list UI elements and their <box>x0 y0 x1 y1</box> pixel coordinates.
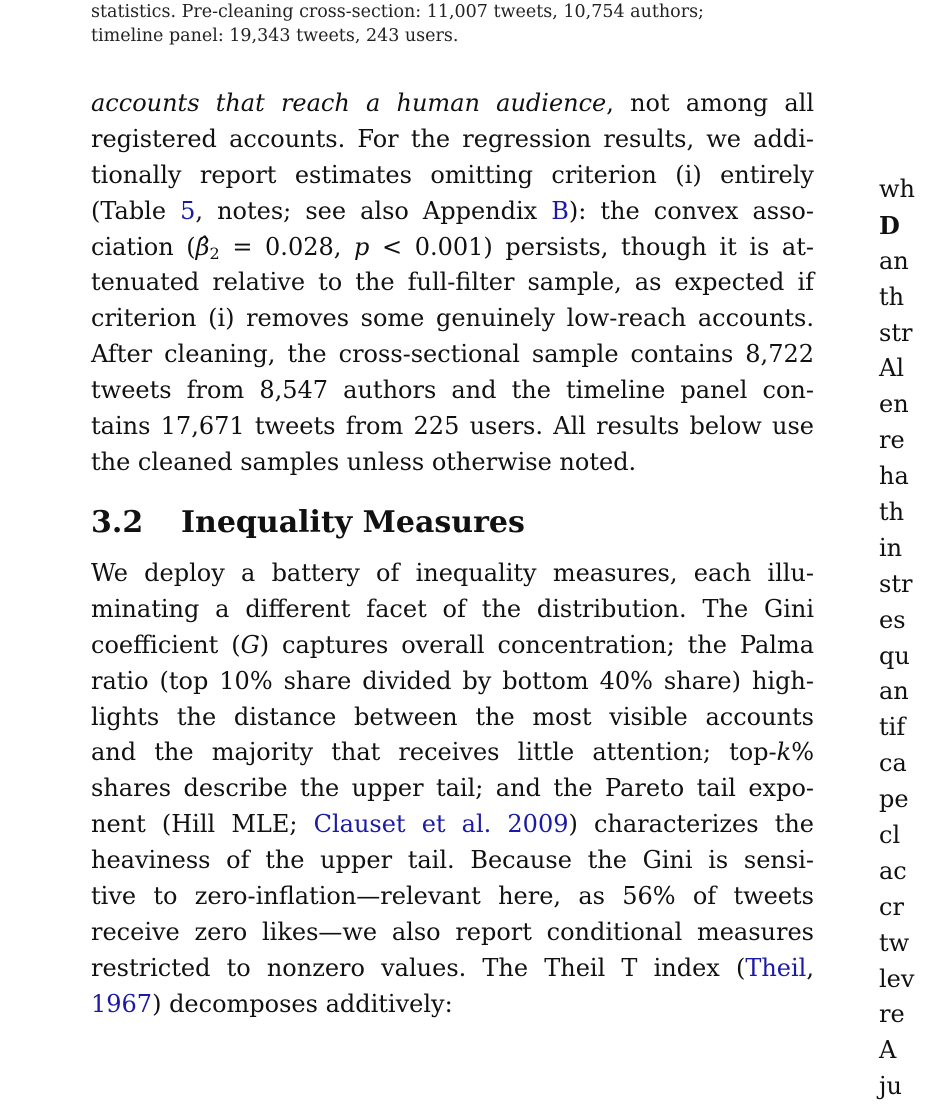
appendix-reference-link[interactable]: B <box>551 196 569 225</box>
k-symbol: k <box>776 738 792 767</box>
text-line: accounts that reach a human audience, not among all <box>91 89 815 117</box>
text-line: minating a different facet of the distribution. The Gini <box>91 594 814 623</box>
section-number: 3.2 <box>91 505 144 540</box>
fragment-line: an <box>879 246 909 275</box>
text-line: tweets from 8,547 authors and the timeline panel con- <box>91 376 814 405</box>
fragment-line: str <box>879 569 913 598</box>
text-line: coefficient (G) captures overall concentration; the Palma <box>91 630 815 659</box>
text-line: We deploy a battery of inequality measures, each illu- <box>91 559 814 587</box>
text-line: tionally report estimates omitting criterion (i) entirely <box>91 160 814 189</box>
gini-symbol: G <box>240 630 260 659</box>
fragment-line: en <box>879 390 909 419</box>
text-line: lights the distance between the most visible accounts <box>91 702 814 731</box>
paragraph-sample-cleaning <box>91 86 814 481</box>
fragment-line: th <box>879 282 905 311</box>
text-line: and the majority that receives little attention; top-k% <box>91 738 814 767</box>
text-line: heaviness of the upper tail. Because the Gini is sensi- <box>91 846 814 875</box>
fragment-line: lev <box>879 964 915 993</box>
fragment-line: tw <box>879 928 910 957</box>
text-line: tains 17,671 tweets from 225 users. All results below use <box>91 412 814 441</box>
text-line: shares describe the upper tail; and the Pareto tail expo- <box>91 774 814 803</box>
section-title: Inequality Measures <box>181 505 525 540</box>
text-line: registered accounts. For the regression results, we addi- <box>91 124 814 153</box>
table-reference-link[interactable]: 5 <box>180 196 196 225</box>
fragment-line: tif <box>879 713 906 742</box>
fragment-line: ca <box>879 749 907 778</box>
text-line: criterion (i) removes some genuinely low-reach accounts. <box>91 304 814 333</box>
caption-line: statistics. Pre-cleaning cross-section: 11,007 tweets, 10,754 authors; <box>91 2 704 22</box>
beta-hat-symbol: β̂ <box>195 232 210 261</box>
fragment-line: cl <box>879 821 901 850</box>
italic-phrase: accounts that reach a human audience <box>91 89 607 117</box>
subscript: 2 <box>209 243 220 263</box>
fragment-line: A <box>879 1036 897 1065</box>
table-caption-tail <box>91 0 814 48</box>
fragment-line: es <box>879 605 906 634</box>
fragment-line: Al <box>879 354 905 383</box>
caption-line: timeline panel: 19,343 tweets, 243 users. <box>91 26 459 46</box>
text-line: tive to zero-inflation—relevant here, as 56% of tweets <box>91 882 814 911</box>
fragment-line: cr <box>879 892 904 921</box>
fragment-line: str <box>879 318 913 347</box>
text-line: 1967) decomposes additively: <box>91 989 453 1018</box>
paragraph-inequality-measures <box>91 556 814 1023</box>
fragment-line: an <box>879 677 909 706</box>
fragment-line: re <box>879 426 905 455</box>
citation-link-clauset[interactable]: Clauset et al. 2009 <box>313 810 569 839</box>
text-line: restricted to nonzero values. The Theil T index (Theil, <box>91 953 814 982</box>
text-line: (Table 5, notes; see also Appendix B): the convex asso- <box>91 196 814 225</box>
fragment-line: ju <box>879 1072 902 1101</box>
fragment-line: wh <box>879 175 915 203</box>
text-line: the cleaned samples unless otherwise noted. <box>91 447 637 476</box>
p-symbol: p <box>354 232 370 261</box>
fragment-line: pe <box>879 785 909 814</box>
citation-link-theil-year[interactable]: 1967 <box>91 989 153 1018</box>
text-line: ciation ($\betâ_2 = 0.028$, p < 0.001) persists, though it is at- <box>91 232 814 263</box>
clipped-right-column <box>879 172 939 1105</box>
fragment-line: ac <box>879 856 907 885</box>
fragment-line: re <box>879 1000 905 1029</box>
section-heading <box>91 505 525 540</box>
text-line: ratio (top 10% share divided by bottom 40% share) high- <box>91 666 814 695</box>
fragment-line: th <box>879 498 905 527</box>
text-line: nent (Hill MLE; Clauset et al. 2009) characterizes the <box>91 810 814 839</box>
citation-link-theil[interactable]: Theil <box>745 953 807 982</box>
fragment-line: qu <box>879 641 910 670</box>
text-line: tenuated relative to the full-filter sample, as expected if <box>91 268 814 297</box>
fragment-line: ha <box>879 462 909 491</box>
text-line: After cleaning, the cross-sectional sample contains 8,722 <box>91 340 814 369</box>
text-line: receive zero likes—we also report conditional measures <box>91 917 814 946</box>
fragment-line: D <box>879 210 900 240</box>
fragment-line: in <box>879 533 903 562</box>
